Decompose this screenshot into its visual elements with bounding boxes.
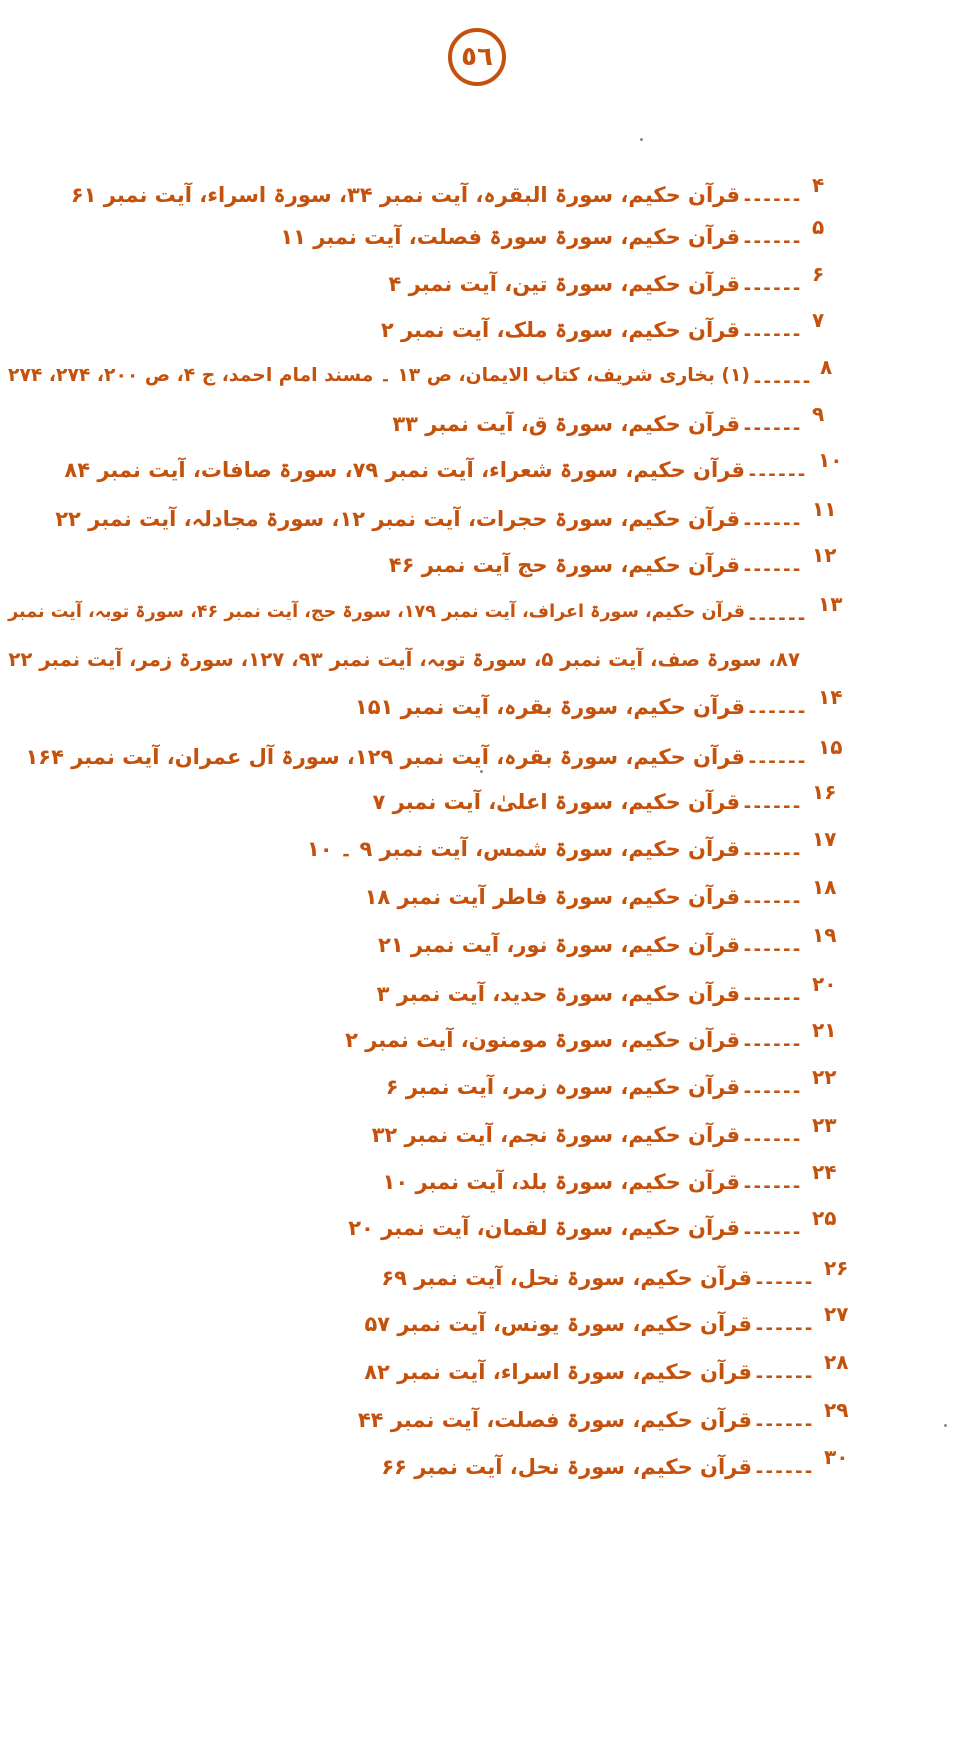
footnote-reference: قرآن حکیم، سورۃ اعراف، آیت نمبر ۱۷۹، سورۃ حج، آیت نمبر ۴۶، سورۃ توبہ، آیت نمبر <box>8 602 745 622</box>
footnote-number: ۲۸ <box>824 1350 849 1374</box>
footnote-leader: ------ <box>752 371 812 392</box>
footnote-number: ۱۸ <box>812 875 837 899</box>
footnote-reference: قرآن حکیم، سورۃ لقمان، آیت نمبر ۲۰ <box>348 1216 740 1240</box>
footnote-leader: ------ <box>742 278 802 299</box>
footnote-leader: ------ <box>754 1366 814 1387</box>
footnote-reference: قرآن حکیم، سورۃ حدید، آیت نمبر ۳ <box>376 982 740 1006</box>
footnote-reference: قرآن حکیم، سورۃ مومنون، آیت نمبر ۲ <box>345 1028 740 1052</box>
footnote-leader: ------ <box>742 231 802 252</box>
footnote-number: ۲۰ <box>812 972 837 996</box>
footnote-reference: قرآن حکیم، سورۃ فصلت، آیت نمبر ۴۴ <box>357 1408 752 1432</box>
footnote-leader: ------ <box>747 608 807 629</box>
footnote-leader: ------ <box>742 891 802 912</box>
footnote-leader: ------ <box>742 939 802 960</box>
footnote-reference: قرآن حکیم، سورہ زمر، آیت نمبر ۶ <box>385 1075 740 1099</box>
footnote-reference: قرآن حکیم، سورۃ نور، آیت نمبر ۲۱ <box>377 933 740 957</box>
footnote-leader: ------ <box>754 1414 814 1435</box>
footnote-number: ۱۲ <box>812 543 837 567</box>
footnote-number: ۷ <box>812 308 825 332</box>
footnote-leader: ------ <box>742 418 802 439</box>
footnote-leader: ------ <box>742 324 802 345</box>
scan-speck <box>480 770 483 773</box>
footnote-reference: قرآن حکیم، سورۃ سورۃ فصلت، آیت نمبر ۱۱ <box>280 225 740 249</box>
footnote-reference: قرآن حکیم، سورۃ بقرہ، آیت نمبر ۱۲۹، سورۃ آل عمران، آیت نمبر ۱۶۴ <box>25 745 745 769</box>
footnote-reference: قرآن حکیم، سورۃ ق، آیت نمبر ۳۳ <box>392 412 740 436</box>
footnote-leader: ------ <box>742 559 802 580</box>
footnote-leader: ------ <box>742 1129 802 1150</box>
footnote-number: ۱۳ <box>818 592 843 616</box>
footnote-leader: ------ <box>754 1318 814 1339</box>
footnote-number: ۳۰ <box>824 1445 849 1469</box>
footnote-number: ۲۳ <box>812 1113 837 1137</box>
footnote-number: ۱۰ <box>818 448 843 472</box>
footnote-reference: قرآن حکیم، سورۃ شمس، آیت نمبر ۹ ۔ ۱۰ <box>306 837 740 861</box>
footnote-number: ۲۲ <box>812 1065 837 1089</box>
footnote-number: ۲۵ <box>812 1206 837 1230</box>
footnote-number: ۸ <box>820 355 833 379</box>
footnote-number: ۱۹ <box>812 923 837 947</box>
footnote-leader: ------ <box>742 796 802 817</box>
footnote-number: ۱۴ <box>818 685 843 709</box>
footnote-reference: قرآن حکیم، سورۃ البقرہ، آیت نمبر ۳۴، سورۃ اسراء، آیت نمبر ۶۱ <box>70 183 740 207</box>
footnote-reference: قرآن حکیم، سورۃ نحل، آیت نمبر ۶۹ <box>381 1266 752 1290</box>
footnote-reference: قرآن حکیم، سورۃ بقرہ، آیت نمبر ۱۵۱ <box>354 695 745 719</box>
footnote-number: ۲۴ <box>812 1160 837 1184</box>
footnote-number: ۲۱ <box>812 1018 837 1042</box>
footnote-leader: ------ <box>742 513 802 534</box>
footnote-leader: ------ <box>742 1222 802 1243</box>
footnote-reference: قرآن حکیم، سورۃ شعراء، آیت نمبر ۷۹، سورۃ صافات، آیت نمبر ۸۴ <box>64 458 745 482</box>
footnote-number: ۴ <box>812 173 825 197</box>
footnote-number: ۱۵ <box>818 735 843 759</box>
footnote-reference: قرآن حکیم، سورۃ یونس، آیت نمبر ۵۷ <box>364 1312 752 1336</box>
footnote-number: ۹ <box>812 402 825 426</box>
footnote-reference: قرآن حکیم، سورۃ فاطر آیت نمبر ۱۸ <box>364 885 740 909</box>
footnote-number: ۱۶ <box>812 780 837 804</box>
footnote-number: ۱۱ <box>812 497 837 521</box>
footnote-leader: ------ <box>742 843 802 864</box>
scan-speck <box>640 138 643 141</box>
footnote-leader: ------ <box>742 1034 802 1055</box>
footnote-number: ۲۶ <box>824 1256 849 1280</box>
footnote-leader: ------ <box>742 189 802 210</box>
footnote-number: ۵ <box>812 215 825 239</box>
footnote-leader: ------ <box>747 751 807 772</box>
footnote-reference: قرآن حکیم، سورۃ نجم، آیت نمبر ۳۲ <box>371 1123 740 1147</box>
footnote-leader: ------ <box>742 988 802 1009</box>
footnote-leader: ------ <box>754 1461 814 1482</box>
footnote-reference: قرآن حکیم، سورۃ حجرات، آیت نمبر ۱۲، سورۃ مجادلہ، آیت نمبر ۲۲ <box>55 507 740 531</box>
page-number: ٥٦ <box>448 28 506 86</box>
footnote-continuation: ۸۷، سورۃ صف، آیت نمبر ۵، سورۃ توبہ، آیت نمبر ۹۳، ۱۲۷، سورۃ زمر، آیت نمبر ۲۲ <box>8 648 800 671</box>
footnote-reference: (۱) بخاری شریف، کتاب الایمان، ص ۱۳ ۔ مسند امام احمد، ج ۴، ص ۲۰۰، ۲۷۴، ۲۷۴ <box>8 365 750 386</box>
footnote-leader: ------ <box>742 1176 802 1197</box>
footnote-number: ۲۹ <box>824 1398 849 1422</box>
footnote-number: ۱۷ <box>812 827 837 851</box>
footnote-reference: قرآن حکیم، سورۃ نحل، آیت نمبر ۶۶ <box>381 1455 752 1479</box>
footnote-number: ۲۷ <box>824 1302 849 1326</box>
footnote-leader: ------ <box>754 1272 814 1293</box>
scan-speck <box>944 1424 947 1427</box>
footnote-reference: قرآن حکیم، سورۃ تین، آیت نمبر ۴ <box>388 272 740 296</box>
footnote-number: ۶ <box>812 262 825 286</box>
footnote-reference: قرآن حکیم، سورۃ ملک، آیت نمبر ۲ <box>380 318 740 342</box>
footnote-leader: ------ <box>747 464 807 485</box>
footnote-reference: قرآن حکیم، سورۃ اسراء، آیت نمبر ۸۲ <box>364 1360 752 1384</box>
footnote-leader: ------ <box>747 701 807 722</box>
footnote-reference: قرآن حکیم، سورۃ اعلیٰ، آیت نمبر ۷ <box>372 790 740 814</box>
footnote-reference: قرآن حکیم، سورۃ حج آیت نمبر ۴۶ <box>388 553 740 577</box>
footnote-leader: ------ <box>742 1081 802 1102</box>
footnote-reference: قرآن حکیم، سورۃ بلد، آیت نمبر ۱۰ <box>382 1170 740 1194</box>
